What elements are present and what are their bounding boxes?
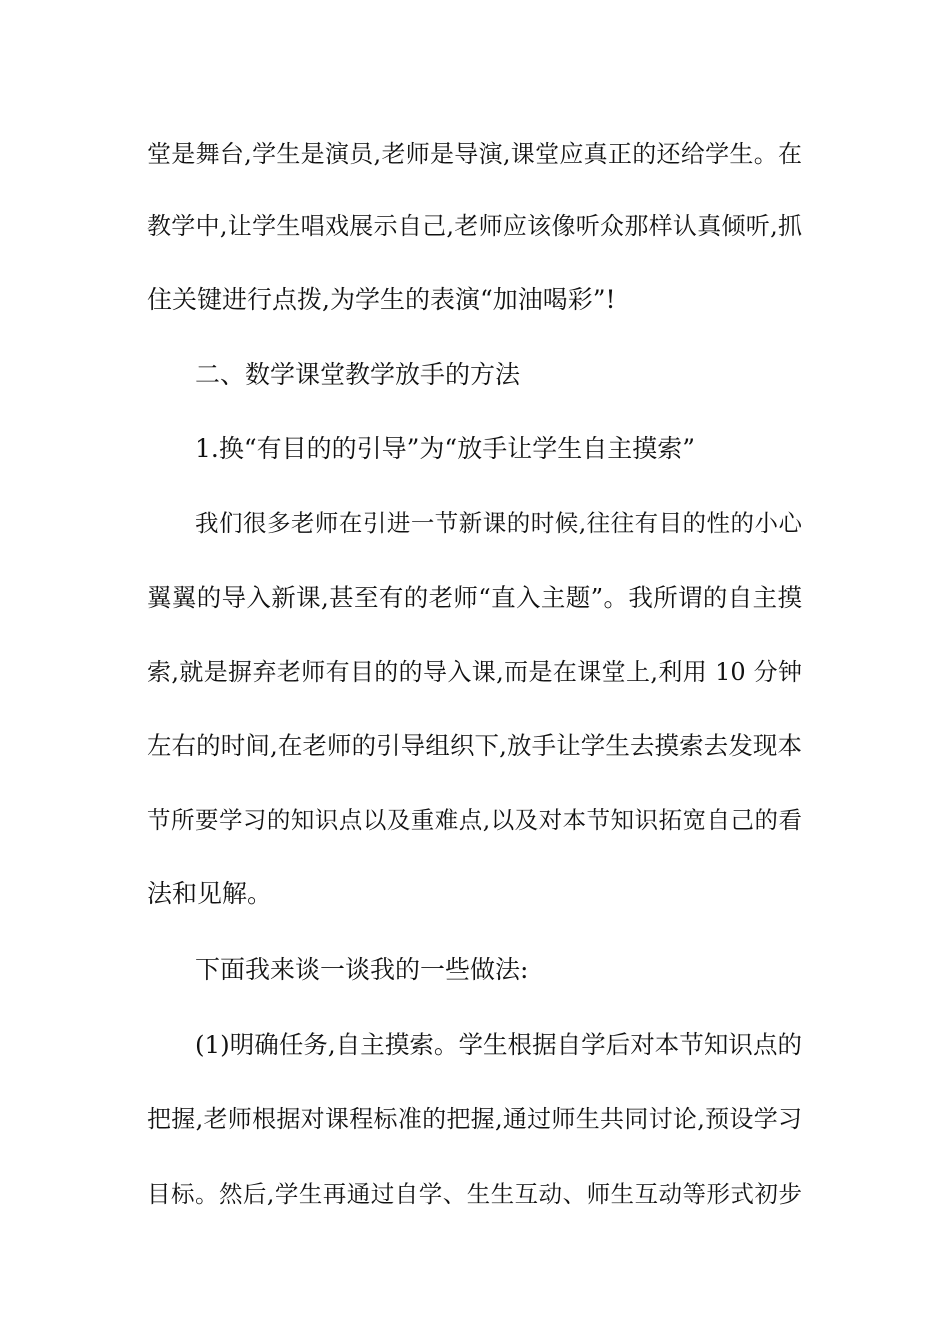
text-line: 左右的时间,在老师的引导组织下,放手让学生去摸索去发现本: [147, 731, 802, 760]
text-line: 下面我来谈一谈我的一些做法:: [195, 955, 529, 984]
text-line: 把握,老师根据对课程标准的把握,通过师生共同讨论,预设学习: [147, 1105, 802, 1133]
text-line: 法和见解。: [147, 879, 273, 908]
text-line: 堂是舞台,学生是演员,老师是导演,课堂应真正的还给学生。在: [147, 140, 802, 168]
text-line: 住关键进行点拨,为学生的表演“加油喝彩”!: [147, 285, 616, 314]
text-line: 我们很多老师在引进一节新课的时候,往往有目的性的小心: [195, 509, 802, 537]
text-line: 目标。然后,学生再通过自学、生生互动、师生互动等形式初步: [147, 1180, 802, 1208]
text-line: 索,就是摒弃老师有目的的导入课,而是在课堂上,利用 10 分钟: [147, 658, 802, 686]
text-line: (1)明确任务,自主摸索。学生根据自学后对本节知识点的: [195, 1030, 802, 1059]
section-heading: 二、数学课堂教学放手的方法: [195, 360, 521, 389]
text-line: 翼翼的导入新课,甚至有的老师“直入主题”。我所谓的自主摸: [147, 583, 802, 612]
text-line: 节所要学习的知识点以及重难点,以及对本节知识拓宽自己的看: [147, 806, 802, 834]
text-line: 教学中,让学生唱戏展示自己,老师应该像听众那样认真倾听,抓: [147, 212, 802, 240]
subsection-heading: 1.换“有目的的引导”为“放手让学生自主摸索”: [195, 434, 695, 463]
